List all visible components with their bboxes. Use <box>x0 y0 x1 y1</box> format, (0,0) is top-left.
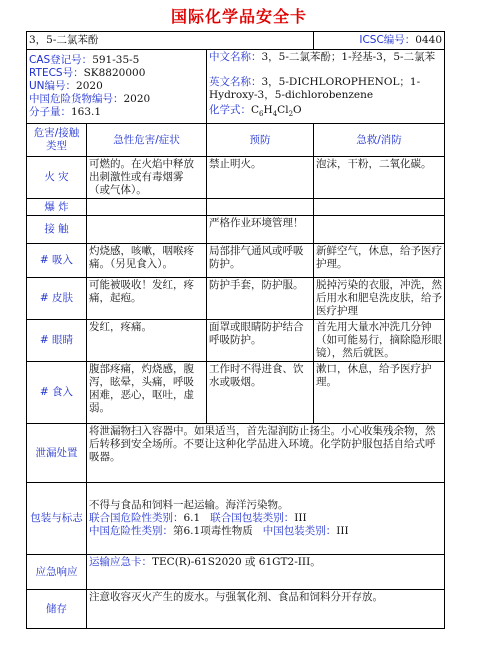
icsc-number: ICSC编号：0440 <box>314 32 445 50</box>
row-type: # 眼睛 <box>27 320 87 362</box>
row-prevention: 面罩或眼睛防护结合呼吸防护。 <box>207 320 314 362</box>
header-acute: 急性危害/症状 <box>87 124 207 157</box>
row-prevention: 防护手套，防护服。 <box>207 278 314 320</box>
row-type: 火 灾 <box>27 157 87 199</box>
hazard-row-eyes <box>27 320 445 362</box>
rtecs-number: RTECS号：SK8820000 <box>29 67 146 79</box>
row-acute <box>87 216 207 244</box>
hazard-row-ingestion <box>27 362 445 424</box>
china-hazard-class: 中国危险性类别：第6.1项毒性物质 中国包装类别：III <box>89 525 349 537</box>
row-firstaid: 漱口，休息，给予医疗护理。 <box>314 362 445 424</box>
row-firstaid: 新鲜空气，休息，给予医疗护理。 <box>314 244 445 278</box>
hazard-row-contact <box>27 216 445 244</box>
row-acute: 灼烧感，咳嗽，咽喉疼痛。（另见食入）。 <box>87 244 207 278</box>
emergency-row <box>27 555 445 590</box>
storage-row <box>27 590 445 629</box>
row-firstaid: 脱掉污染的衣服，冲洗，然后用水和肥皂洗皮肤，给予医疗护理 <box>314 278 445 320</box>
row-acute: 发红，疼痛。 <box>87 320 207 362</box>
emergency-text: 运输应急卡：TEC(R)-61S2020 或 61GT2-III。 <box>87 555 445 590</box>
row-type: # 皮肤 <box>27 278 87 320</box>
row-prevention: 局部排气通风或呼吸防护。 <box>207 244 314 278</box>
spill-label: 泄漏处置 <box>27 424 87 483</box>
chemical-name: 3，5-二氯苯酚 <box>27 32 314 50</box>
spill-row <box>27 424 445 483</box>
row-prevention: 禁止明火。 <box>207 157 314 199</box>
hazard-row-inhalation <box>27 244 445 278</box>
cas-number: CAS登记号：591-35-5 <box>29 54 140 66</box>
row-firstaid <box>314 216 445 244</box>
storage-label: 储存 <box>27 590 87 629</box>
spill-text: 将泄漏物扫入容器中。如果适当，首先湿润防止扬尘。小心收集残余物，然后转移到安全场所。不要让这种化学品进入环境。化学防护服包括自给式呼吸器。 <box>87 424 445 483</box>
header-firstaid: 急救/消防 <box>314 124 445 157</box>
identifiers-row <box>27 50 445 124</box>
row-acute <box>87 199 207 216</box>
row-acute: 可能被吸收！发红，疼痛，起疱。 <box>87 278 207 320</box>
identifiers-cell <box>27 50 207 124</box>
hazard-row-fire <box>27 157 445 199</box>
header-type: 危害/接触类型 <box>27 124 87 157</box>
header-prevention: 预防 <box>207 124 314 157</box>
storage-text: 注意收容灭火产生的废水。与强氧化剂、食品和饲料分开存放。 <box>87 590 445 629</box>
row-prevention: 工作时不得进食、饮水或吸烟。 <box>207 362 314 424</box>
un-hazard-class: 联合国危险性类别：6.1 联合国包装类别：III <box>89 512 307 524</box>
packaging-text: 不得与食品和饲料一起运输。海洋污染物。 联合国危险性类别：6.1 联合国包装类别：III 中国危险性类别：第6.1项毒性物质 中国包装类别：III <box>87 483 445 555</box>
row-prevention <box>207 199 314 216</box>
names-cell <box>207 50 445 124</box>
row-type: # 食入 <box>27 362 87 424</box>
packaging-row <box>27 483 445 555</box>
row-firstaid: 泡沫，干粉，二氧化碳。 <box>314 157 445 199</box>
row-prevention: 严格作业环境管理！ <box>207 216 314 244</box>
molecular-weight: 分子量：163.1 <box>29 106 102 118</box>
english-name: 英文名称：3，5-DICHLOROPHENOL；1-Hydroxy-3，5-dichlorobenzene <box>209 76 421 101</box>
chinese-name: 中文名称：3，5-二氯苯酚；1-羟基-3，5-二氯苯 <box>209 51 436 63</box>
row-acute: 可燃的。在火焰中释放出刺激性或有毒烟雾（或气体）。 <box>87 157 207 199</box>
chemical-formula: 化学式：$C_6H_4Cl_2O$ <box>209 104 302 119</box>
emergency-label: 应急响应 <box>27 555 87 590</box>
row-type: 爆 炸 <box>27 199 87 216</box>
packaging-label: 包装与标志 <box>27 483 87 555</box>
row-firstaid: 首先用大量水冲洗几分钟（如可能易行，摘除隐形眼镜），然后就医。 <box>314 320 445 362</box>
row-acute: 腹部疼痛，灼烧感，腹泻，眩晕，头痛，呼吸困难，恶心，呕吐，虚弱。 <box>87 362 207 424</box>
name-row <box>27 32 445 50</box>
row-type: 接 触 <box>27 216 87 244</box>
row-firstaid <box>314 199 445 216</box>
china-dangerous-goods-number: 中国危险货物编号：2020 <box>29 93 151 105</box>
row-type: # 吸入 <box>27 244 87 278</box>
card-title: 国际化学品安全卡 <box>170 7 307 26</box>
un-number: UN编号：2020 <box>29 80 103 92</box>
safety-card-table <box>26 31 445 629</box>
hazard-row-skin <box>27 278 445 320</box>
header-row <box>27 124 445 157</box>
hazard-row-explosion <box>27 199 445 216</box>
